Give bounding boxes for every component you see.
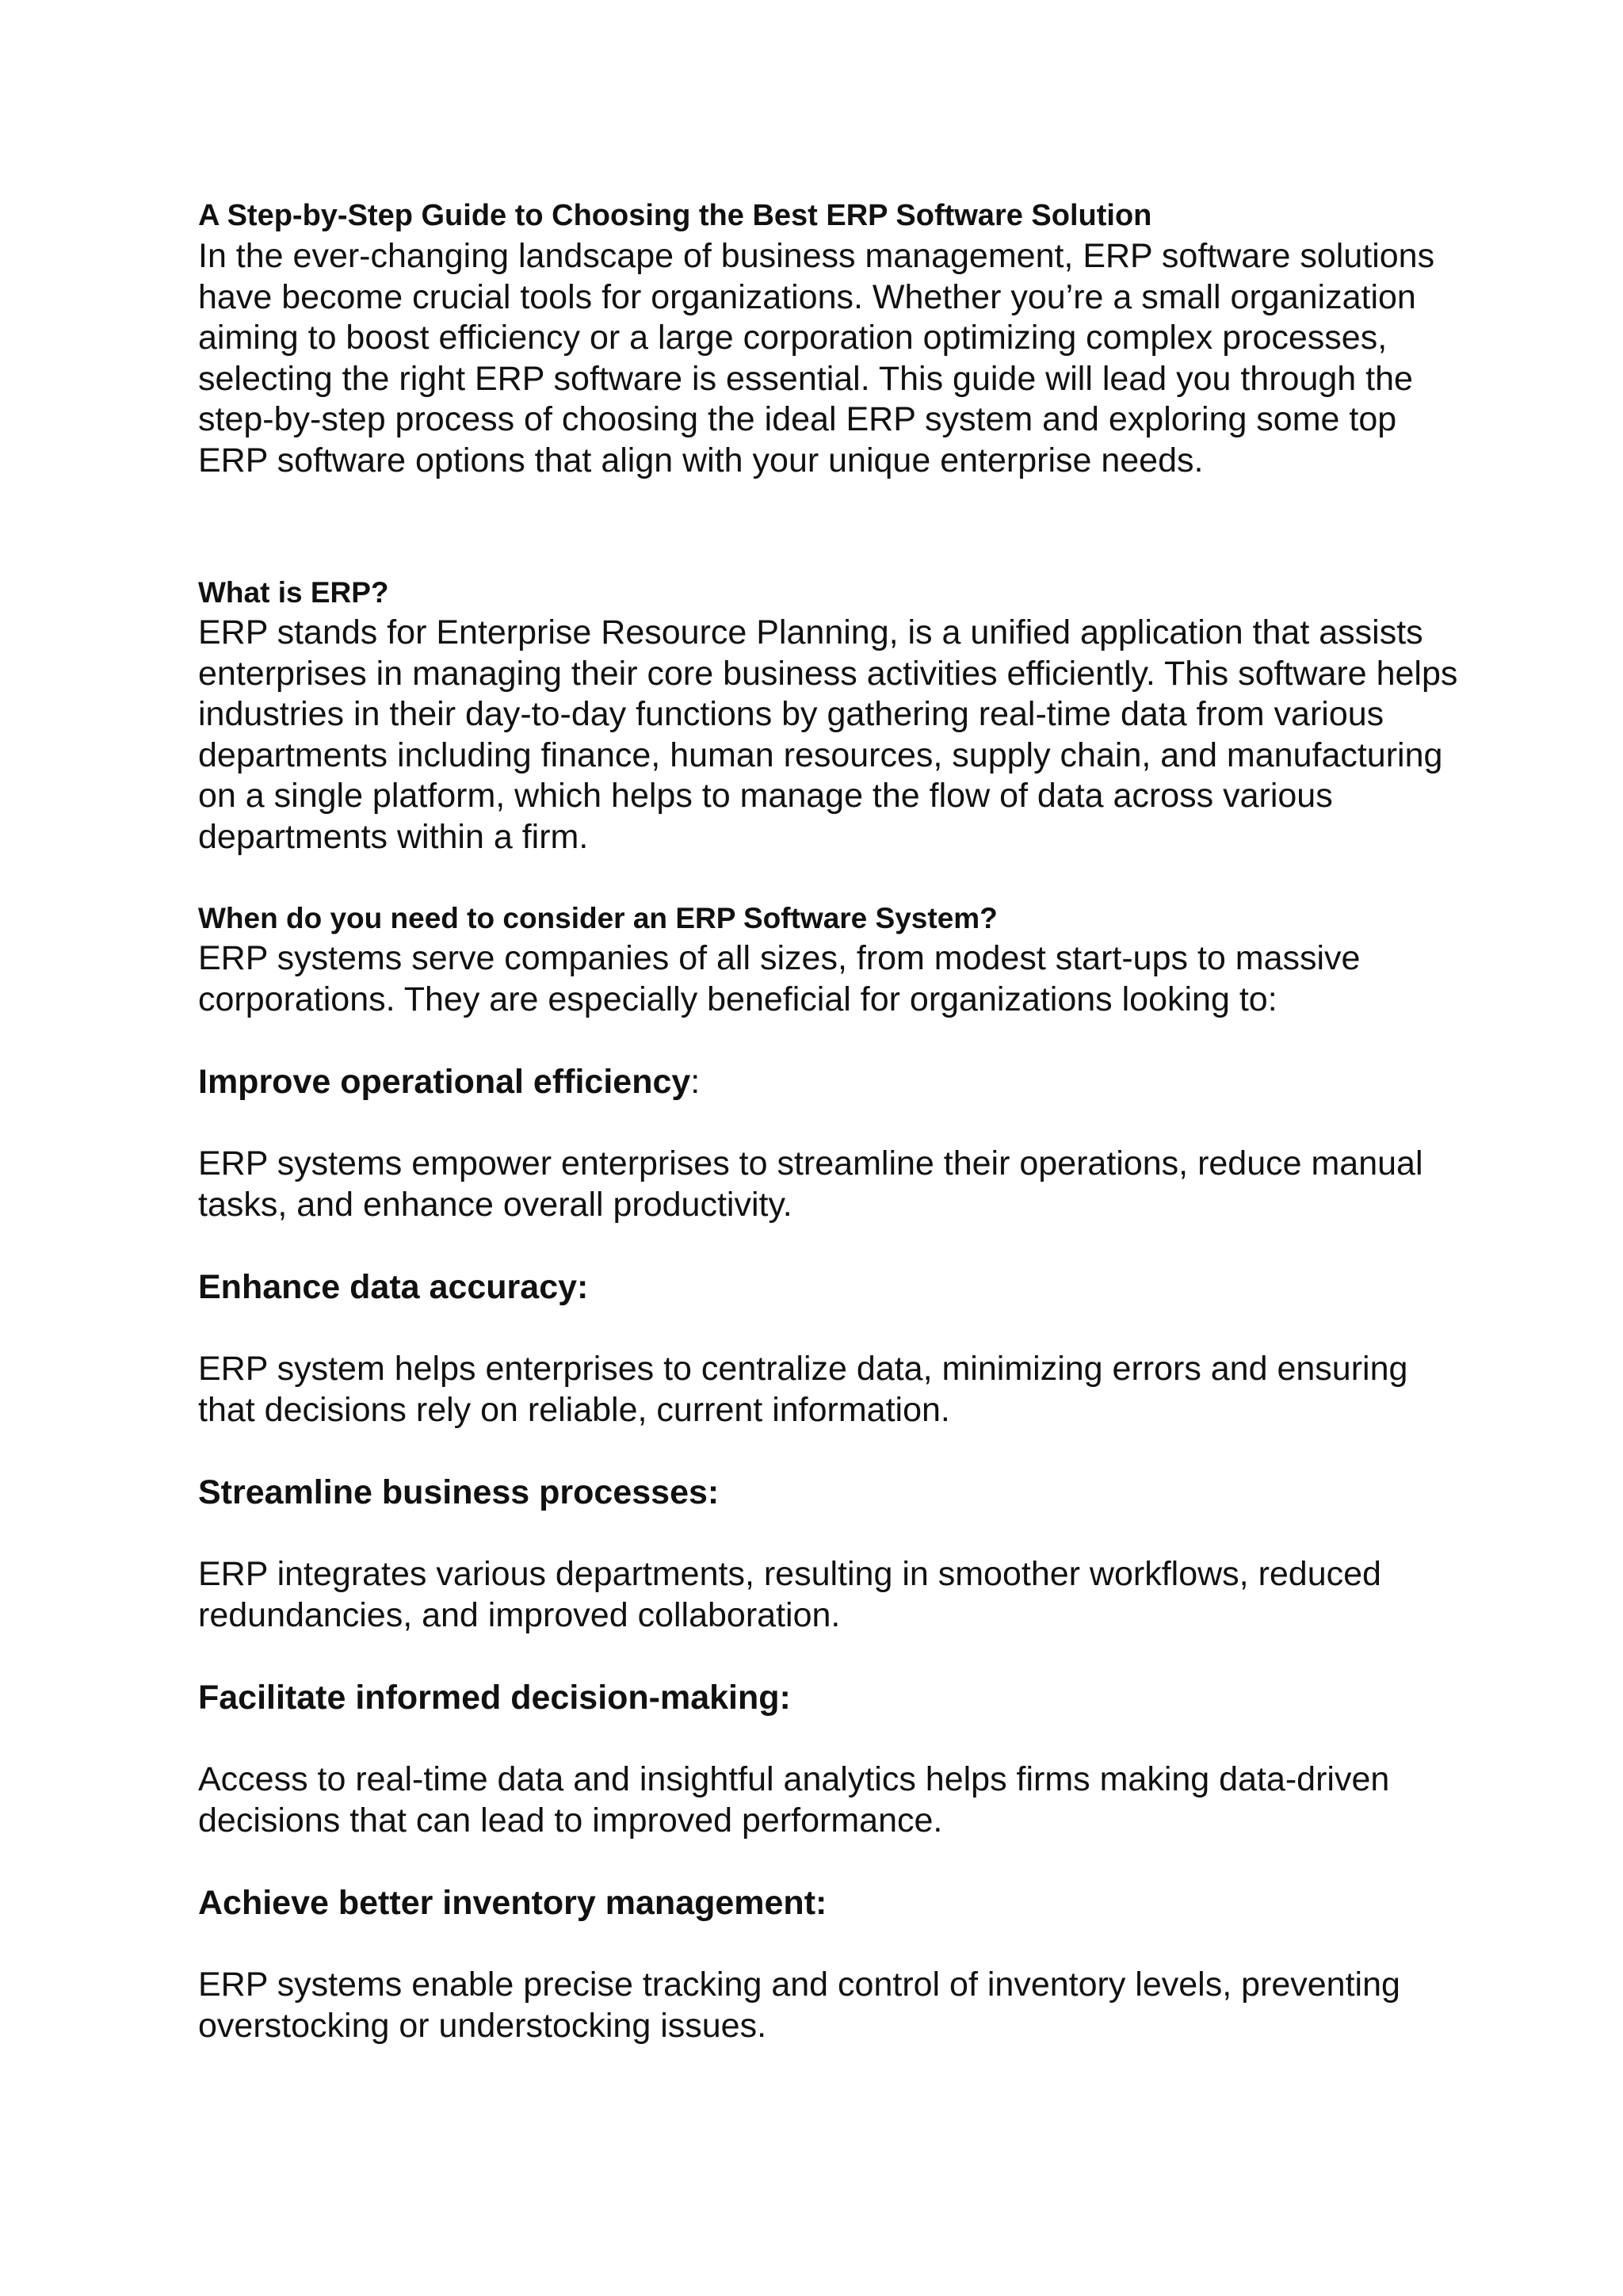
benefit-heading-accuracy: Enhance data accuracy: bbox=[198, 1268, 589, 1306]
what-is-erp-paragraph: ERP stands for Enterprise Resource Planning, is a unified application that assists enterprises in managing their core business activities efficiently. This software helps industries in their day-to-day functions by gathering real-time data from various departments including finance, human resources, supply chain, and manufacturing on a single platform, which helps to manage the flow of data across various departments within a firm. bbox=[198, 613, 1458, 856]
benefit-body-processes: ERP integrates various departments, resulting in smoother workflows, reduced redundancies, and improved collaboration. bbox=[198, 1555, 1381, 1634]
benefit-heading-inventory: Achieve better inventory management: bbox=[198, 1884, 827, 1922]
document-title: A Step-by-Step Guide to Choosing the Best ERP Software Solution bbox=[198, 199, 1152, 232]
benefit-body-decisions: Access to real-time data and insightful analytics helps firms making data-driven decisions that can lead to improved performance. bbox=[198, 1760, 1390, 1839]
benefit-body-inventory: ERP systems enable precise tracking and control of inventory levels, preventing overstocking or understocking issues. bbox=[198, 1966, 1400, 2045]
benefit-heading-efficiency: Improve operational efficiency: bbox=[198, 1063, 701, 1101]
when-to-consider-heading: When do you need to consider an ERP Software System? bbox=[198, 902, 998, 934]
when-to-consider-paragraph: ERP systems serve companies of all sizes, from modest start-ups to massive corporations. They are especially beneficial for organizations looking to: bbox=[198, 939, 1361, 1018]
what-is-erp-heading: What is ERP? bbox=[198, 576, 389, 609]
benefit-heading-processes: Streamline business processes: bbox=[198, 1473, 720, 1511]
intro-paragraph: In the ever-changing landscape of business management, ERP software solutions have become crucial tools for organizations. Whether you’re a small organization aiming to boost efficiency or a large corporation optimizing complex processes, selecting the right ERP software is essential. This guide will lead you through the step-by-step process of choosing the ideal ERP system and exploring some top ERP software options that align with your unique enterprise needs. bbox=[198, 237, 1435, 479]
benefit-body-accuracy: ERP system helps enterprises to centralize data, minimizing errors and ensuring that decisions rely on reliable, current information. bbox=[198, 1350, 1408, 1429]
benefit-heading-decisions: Facilitate informed decision-making: bbox=[198, 1679, 791, 1717]
benefit-body-efficiency: ERP systems empower enterprises to streamline their operations, reduce manual tasks, and enhance overall productivity. bbox=[198, 1144, 1423, 1224]
document-page bbox=[198, 195, 1466, 2046]
